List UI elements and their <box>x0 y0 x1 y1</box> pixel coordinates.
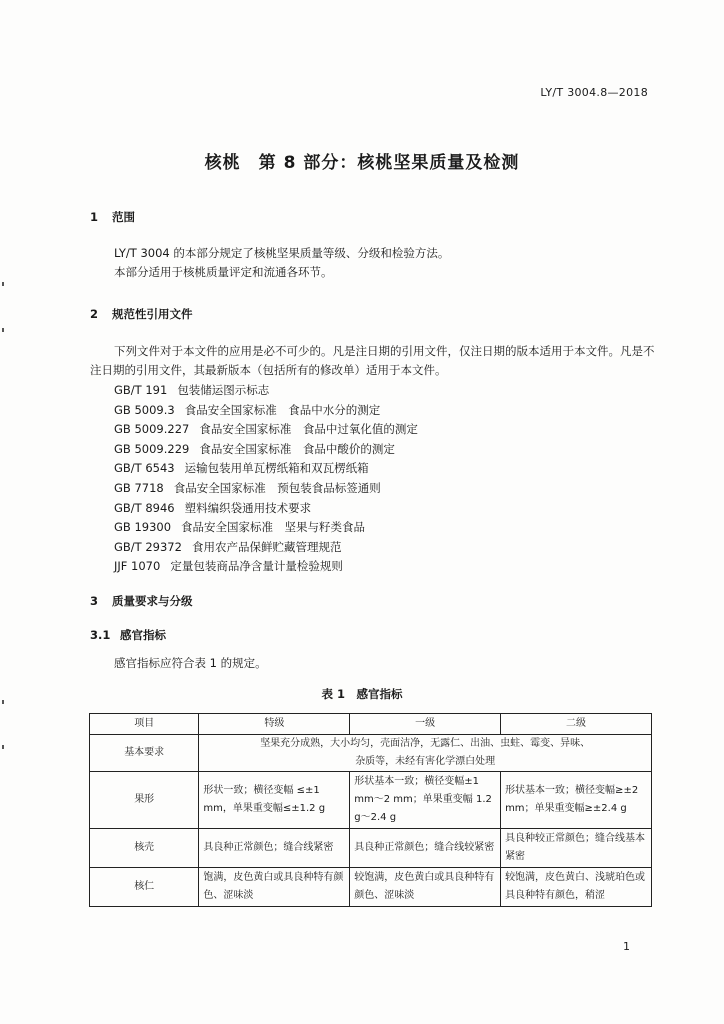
table-header-cell: 特级 <box>199 714 350 735</box>
reference-title: 食品安全国家标准 坚果与籽类食品 <box>181 520 366 535</box>
section-title: 规范性引用文件 <box>112 307 193 321</box>
reference-item <box>114 459 418 479</box>
reference-item <box>114 420 418 440</box>
sensory-text <box>90 654 660 673</box>
reference-code: GB/T 29372 <box>114 539 182 554</box>
reference-item <box>114 381 418 401</box>
section-title: 范围 <box>112 210 135 224</box>
reference-title: 食用农产品保鲜贮藏管理规范 <box>191 539 342 554</box>
table-row <box>90 772 652 829</box>
reference-item <box>114 479 418 499</box>
table-cell: 形状一致；横径变幅 ≤±1 mm，单果重变幅≤±1.2 g <box>199 772 350 829</box>
section-title: 质量要求与分级 <box>112 594 193 608</box>
paragraph: 感官指标应符合表 1 的规定。 <box>114 656 267 670</box>
table-cell: 坚果充分成熟，大小均匀，壳面洁净，无露仁、出油、虫蛀、霉变、异味、杂质等，未经有害化学漂白处理 <box>199 735 652 772</box>
references-intro <box>90 342 660 380</box>
reference-item <box>114 440 418 460</box>
table-row <box>90 829 652 868</box>
table-row <box>90 868 652 907</box>
table-cell: 具良种正常颜色；缝合线较紧密 <box>350 829 501 868</box>
reference-title: 包装储运图示标志 <box>177 383 270 397</box>
subsection-title: 感官指标 <box>120 628 166 642</box>
reference-list <box>114 381 418 577</box>
reference-code: GB 5009.229 <box>114 441 190 456</box>
paragraph: 本部分适用于核桃质量评定和流通各环节。 <box>114 265 333 279</box>
margin-tick <box>2 328 4 332</box>
table-cell: 较饱满，皮色黄白或具良种特有颜色、涩味淡 <box>350 868 501 907</box>
reference-title: 食品安全国家标准 食品中过氧化值的测定 <box>199 422 418 437</box>
page-number: 1 <box>623 940 630 953</box>
reference-code: GB/T 8946 <box>114 500 175 515</box>
reference-title: 定量包装商品净含量计量检验规则 <box>170 559 343 574</box>
document-code: LY/T 3004.8—2018 <box>540 86 648 99</box>
table-header-cell: 二级 <box>501 714 652 735</box>
reference-title: 食品安全国家标准 预包装食品标签通则 <box>173 480 381 495</box>
table-cell: 形状基本一致；横径变幅±1 mm～2 mm；单果重变幅 1.2 g～2.4 g <box>350 772 501 829</box>
scope-text <box>90 244 660 282</box>
row-label: 核仁 <box>90 868 199 907</box>
subsection-number: 3.1 <box>90 628 111 642</box>
reference-code: GB/T 6543 <box>114 461 175 476</box>
table-cell: 饱满，皮色黄白或具良种特有颜色、涩味淡 <box>199 868 350 907</box>
margin-tick <box>2 282 4 286</box>
reference-item <box>114 401 418 421</box>
page-title: 核桃 第 8 部分：核桃坚果质量及检测 <box>204 153 520 173</box>
row-label: 基本要求 <box>90 735 199 772</box>
table-header-cell: 一级 <box>350 714 501 735</box>
table-cell: 具良种正常颜色；缝合线紧密 <box>199 829 350 868</box>
reference-item <box>114 518 418 538</box>
section-heading-scope <box>90 209 135 225</box>
reference-title: 食品安全国家标准 食品中酸价的测定 <box>199 441 395 456</box>
sensory-index-table <box>89 713 652 907</box>
reference-item <box>114 499 418 519</box>
reference-code: GB 7718 <box>114 480 164 495</box>
section-heading-quality <box>90 593 193 609</box>
table-caption: 表 1 感官指标 <box>321 687 403 701</box>
row-label: 果形 <box>90 772 199 829</box>
reference-item <box>114 557 418 577</box>
reference-item <box>114 538 418 558</box>
reference-title: 运输包装用单瓦楞纸箱和双瓦楞纸箱 <box>184 461 369 476</box>
section-number: 2 <box>90 307 99 321</box>
section-heading-references <box>90 306 193 322</box>
margin-tick <box>2 745 4 749</box>
table-header-row <box>90 714 652 735</box>
section-number: 3 <box>90 594 99 608</box>
reference-title: 塑料编织袋通用技术要求 <box>184 500 312 515</box>
reference-title: 食品安全国家标准 食品中水分的测定 <box>184 402 381 417</box>
table-cell: 较饱满，皮色黄白、浅琥珀色或具良种特有颜色，稍涩 <box>501 868 652 907</box>
reference-code: JJF 1070 <box>114 559 161 574</box>
table-cell: 具良种较正常颜色；缝合线基本紧密 <box>501 829 652 868</box>
reference-code: GB 5009.3 <box>114 402 175 417</box>
reference-code: GB/T 191 <box>114 383 168 397</box>
section-number: 1 <box>90 210 99 224</box>
subsection-heading-sensory <box>90 627 166 643</box>
reference-code: GB 19300 <box>114 520 172 535</box>
table-row <box>90 735 652 772</box>
paragraph: LY/T 3004 的本部分规定了核桃坚果质量等级、分级和检验方法。 <box>114 246 450 260</box>
reference-code: GB 5009.227 <box>114 422 190 437</box>
table-header-cell: 项目 <box>90 714 199 735</box>
row-label: 核壳 <box>90 829 199 868</box>
table-cell: 形状基本一致；横径变幅≥±2 mm；单果重变幅≥±2.4 g <box>501 772 652 829</box>
paragraph: 下列文件对于本文件的应用是必不可少的。凡是注日期的引用文件，仅注日期的版本适用于本文件。凡是不注日期的引用文件，其最新版本（包括所有的修改单）适用于本文件。 <box>90 344 655 377</box>
